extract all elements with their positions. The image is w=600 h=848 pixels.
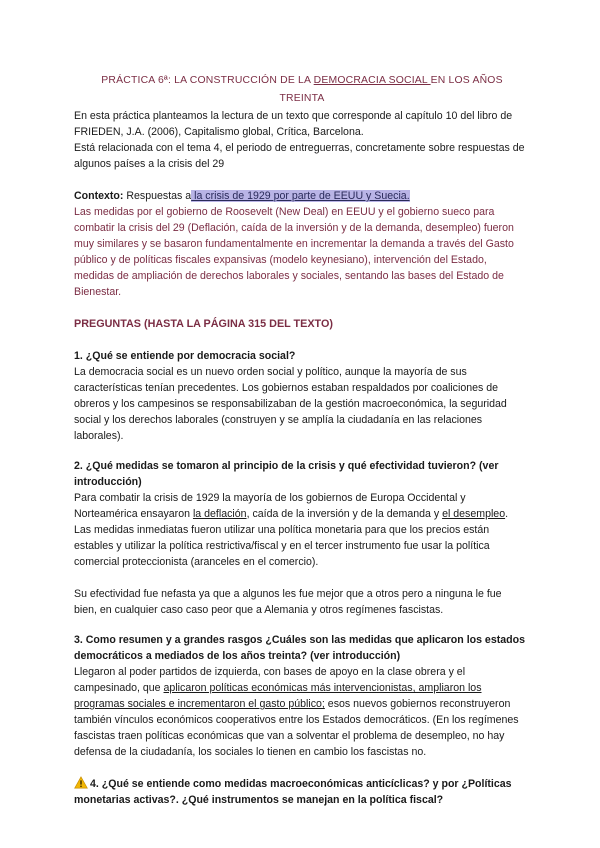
answer-2-part2: , caída de la inversión y de la demanda y bbox=[246, 508, 443, 520]
document-title bbox=[70, 72, 534, 108]
context-highlight: la crisis de 1929 por parte de EEUU y Suecia. bbox=[191, 190, 410, 202]
questions-heading: PREGUNTAS (HASTA LA PÁGINA 315 DEL TEXTO) bbox=[74, 318, 333, 330]
context-lead: Respuestas a bbox=[123, 190, 192, 202]
context-body: Las medidas por el gobierno de Roosevelt (New Deal) en EEUU y el gobierno sueco para combatir la crisis del 29 (Deflación, caída de la inversión y de la demanda, desempleo) fueron muy similares y se basaron fundamentalmente en incrementar la demanda a través del Gasto público y de políticas fiscales expansivas (modelo keynesiano), intervención del Estado, medidas de ampliación de derechos laborales y sociales, sentando las bases del Estado de Bienestar. bbox=[74, 206, 514, 298]
question-3: 3. Como resumen y a grandes rasgos ¿Cuáles son las medidas que aplicaron los estados democráticos a mediados de los años treinta? (ver introducción) bbox=[74, 634, 525, 662]
answer-3 bbox=[74, 664, 526, 760]
answer-2-effectiveness: Su efectividad fue nefasta ya que a algunos les fue mejor que a otros pero a ninguna le fue bien, en cualquier caso caso peor que a Alemania y otros regímenes fascistas. bbox=[74, 588, 502, 616]
intro-paragraph-2: Está relacionada con el tema 4, el periodo de entreguerras, concretamente sobre respuestas de algunos países a la crisis del 29 bbox=[74, 142, 525, 170]
answer-2-underline-2: el desempleo bbox=[442, 508, 506, 520]
question-4-text: 4. ¿Qué se entiende como medidas macroeconómicas anticíclicas? y por ¿Políticas monetarias activas?. ¿Qué instrumentos se manejan en la política fiscal? bbox=[74, 778, 512, 806]
title-underlined: DEMOCRACIA SOCIAL bbox=[313, 75, 431, 86]
answer-2 bbox=[74, 490, 526, 570]
question-4 bbox=[74, 776, 526, 808]
question-1: 1. ¿Qué se entiende por democracia social? bbox=[74, 350, 296, 362]
answer-1: La democracia social es un nuevo orden social y político, aunque la mayoría de sus características tenían precedentes. Los gobiernos estaban respaldados por coaliciones de obreros y los campesinos se responsabilizaban de la gestión macroeconómica, la seguridad social y los derechos laborales (construyen y se amplía la ciudadanía en las relaciones laborales). bbox=[74, 366, 507, 442]
answer-2-part1: Para combatir la crisis de 1929 la mayoría de los gobiernos de Europa Occidental y Norteamérica ensayaron bbox=[74, 492, 466, 520]
answer-2-underline-1: la deflación bbox=[192, 508, 247, 520]
title-part2: EN LOS AÑOS bbox=[430, 75, 503, 86]
warning-icon bbox=[74, 776, 88, 789]
answer-3-part2: esos nuevos gobiernos reconstruyeron también vínculos económicos cooperativos entre los Estados democráticos. (En los regímenes fascistas traen políticas económicas que van a solventar el problema de desempleo, no hay defensa de la ciudadanía, los sociales lo tienen en cambio los fascistas no. bbox=[74, 698, 519, 758]
title-part1: PRÁCTICA 6ª: LA CONSTRUCCIÓN DE LA bbox=[101, 75, 314, 86]
document-page bbox=[74, 72, 526, 808]
context-heading bbox=[74, 188, 526, 204]
answer-3-part1: Llegaron al poder partidos de izquierda, con bases de apoyo en la clase obrera y el campesinado, que bbox=[74, 666, 466, 694]
answer-3-underline: aplicaron políticas económicas más intervencionistas, ampliaron los programas sociales e incrementaron el gasto público; bbox=[74, 682, 482, 710]
intro-paragraph-1: En esta práctica planteamos la lectura de un texto que corresponde al capítulo 10 del libro de FRIEDEN, J.A. (2006), Capitalismo global, Crítica, Barcelona. bbox=[74, 110, 513, 138]
title-line2: TREINTA bbox=[279, 93, 325, 104]
question-2: 2. ¿Qué medidas se tomaron al principio de la crisis y qué efectividad tuvieron? (ver introducción) bbox=[74, 460, 499, 488]
answer-2-part3: . Las medidas inmediatas fueron utilizar una política monetaria para que los precios están estables y utilizar la política restrictiva/fiscal y en el tercer instrumento fue usar la política comercial proteccionista (aranceles en el comercio). bbox=[74, 508, 509, 568]
context-label: Contexto: bbox=[74, 190, 124, 202]
